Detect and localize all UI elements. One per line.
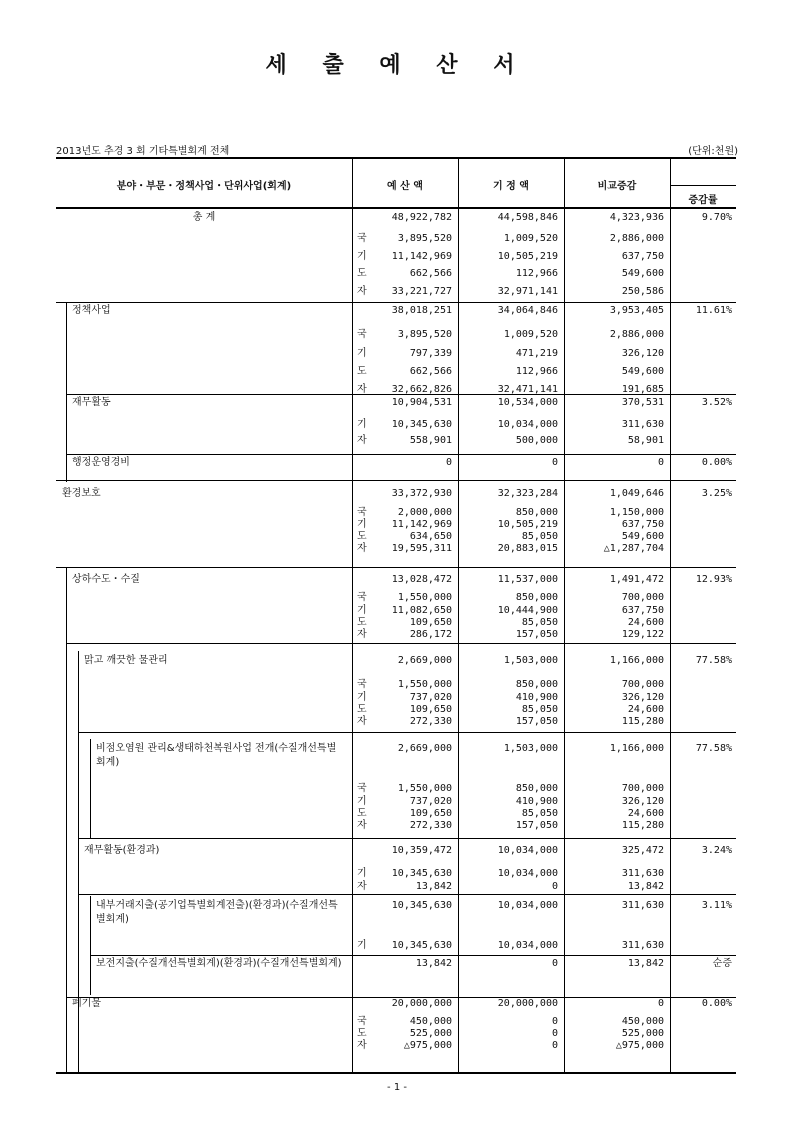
budget-amount: 2,669,000: [397, 743, 452, 754]
funding-source-label: 도: [357, 1028, 367, 1039]
diff-amount: 115,280: [621, 820, 664, 831]
previous-amount: 1,503,000: [503, 743, 558, 754]
funding-source-label: 자: [357, 435, 367, 446]
row-category-name: 재무활동: [72, 397, 111, 408]
funding-source-label: 자: [357, 543, 367, 554]
previous-amount: 0: [551, 958, 558, 969]
previous-amount: 85,050: [521, 617, 558, 628]
header-diff: 비교증감: [597, 181, 637, 192]
rate-value: 0.00%: [701, 998, 732, 1009]
diff-amount: 637,750: [621, 605, 664, 616]
diff-amount: 311,630: [621, 419, 664, 430]
funding-source-label: 기: [357, 692, 367, 703]
previous-amount: 112,966: [515, 366, 558, 377]
diff-amount: 370,531: [621, 397, 664, 408]
diff-amount: 191,685: [621, 384, 664, 395]
budget-amount: 272,330: [409, 820, 452, 831]
funding-source-label: 도: [357, 531, 367, 542]
row-category-name: 행정운영경비: [72, 457, 130, 468]
budget-amount: 20,000,000: [391, 998, 452, 1009]
previous-amount: 157,050: [515, 629, 558, 640]
diff-amount: 700,000: [621, 592, 664, 603]
budget-amount: 109,650: [409, 617, 452, 628]
budget-amount: 10,345,630: [391, 868, 452, 879]
budget-amount: 2,669,000: [397, 655, 452, 666]
budget-amount: 13,842: [415, 881, 452, 892]
budget-amount: 737,020: [409, 796, 452, 807]
budget-amount: 48,922,782: [391, 212, 452, 223]
budget-amount: 19,595,311: [391, 543, 452, 554]
row-category-name: 보전지출(수질개선특별회계)(환경과)(수질개선특별회계): [96, 958, 342, 969]
rate-value: 77.58%: [695, 743, 732, 754]
row-divider: [78, 894, 736, 895]
previous-amount: 32,471,141: [497, 384, 558, 395]
budget-amount: 797,339: [409, 348, 452, 359]
header-rate-divider: [670, 185, 736, 186]
diff-amount: 250,586: [621, 286, 664, 297]
budget-amount: 450,000: [409, 1016, 452, 1027]
funding-source-label: 도: [357, 704, 367, 715]
row-category-name: 재무활동(환경과): [84, 845, 160, 856]
row-divider: [78, 838, 736, 839]
diff-amount: 4,323,936: [609, 212, 664, 223]
funding-source-label: 기: [357, 519, 367, 530]
budget-amount: 38,018,251: [391, 305, 452, 316]
budget-amount: 558,901: [409, 435, 452, 446]
diff-amount: 13,842: [627, 881, 664, 892]
previous-amount: 850,000: [515, 783, 558, 794]
col-divider: [670, 159, 671, 1072]
budget-amount: 10,359,472: [391, 845, 452, 856]
unit-label: (단위:천원): [688, 146, 738, 157]
previous-amount: 0: [551, 457, 558, 468]
rate-value: 3.11%: [701, 900, 732, 911]
header-category: 분야・부문・정책사업・단위사업(회계): [116, 181, 292, 192]
tree-indent-line: [66, 302, 67, 482]
funding-source-label: 국: [357, 783, 367, 794]
funding-source-label: 자: [357, 820, 367, 831]
diff-amount: 700,000: [621, 679, 664, 690]
funding-source-label: 기: [357, 796, 367, 807]
diff-amount: 58,901: [627, 435, 664, 446]
diff-amount: 1,491,472: [609, 574, 664, 585]
rate-value: 9.70%: [701, 212, 732, 223]
page-title: 세 출 예 산 서: [265, 53, 529, 78]
diff-amount: 1,049,646: [609, 488, 664, 499]
funding-source-label: 국: [357, 592, 367, 603]
previous-amount: 10,444,900: [497, 605, 558, 616]
previous-amount: 850,000: [515, 507, 558, 518]
diff-amount: 326,120: [621, 796, 664, 807]
funding-source-label: 국: [357, 507, 367, 518]
row-category-name: 환경보호: [62, 488, 101, 499]
diff-amount: 525,000: [621, 1028, 664, 1039]
row-divider: [56, 567, 736, 568]
previous-amount: 0: [551, 1028, 558, 1039]
previous-amount: 850,000: [515, 679, 558, 690]
funding-source-label: 기: [357, 868, 367, 879]
row-category-name: 내부거래지출(공기업특별회계전출)(환경과)(수질개선특별회계): [96, 900, 338, 925]
budget-amount: 10,345,630: [391, 940, 452, 951]
budget-amount: △975,000: [403, 1040, 452, 1051]
previous-amount: 10,505,219: [497, 519, 558, 530]
funding-source-label: 자: [357, 881, 367, 892]
previous-amount: 1,503,000: [503, 655, 558, 666]
funding-source-label: 도: [357, 808, 367, 819]
previous-amount: 1,009,520: [503, 233, 558, 244]
previous-amount: 850,000: [515, 592, 558, 603]
diff-amount: 129,122: [621, 629, 664, 640]
budget-amount: 634,650: [409, 531, 452, 542]
page-number: - 1 -: [387, 1082, 407, 1093]
row-divider: [56, 302, 736, 303]
previous-amount: 410,900: [515, 796, 558, 807]
funding-source-label: 국: [357, 679, 367, 690]
diff-amount: 450,000: [621, 1016, 664, 1027]
budget-amount: 33,372,930: [391, 488, 452, 499]
budget-amount: 10,345,630: [391, 419, 452, 430]
diff-amount: 13,842: [627, 958, 664, 969]
funding-source-label: 국: [357, 329, 367, 340]
funding-source-label: 기: [357, 940, 367, 951]
diff-amount: 311,630: [621, 940, 664, 951]
row-category-name: 비점오염원 관리&생태하천복원사업 전개(수질개선특별회계): [96, 743, 337, 768]
rate-value: 11.61%: [695, 305, 732, 316]
row-category-name: 상하수도・수질: [72, 574, 140, 585]
budget-amount: 272,330: [409, 716, 452, 727]
diff-amount: 2,886,000: [609, 329, 664, 340]
budget-amount: 10,904,531: [391, 397, 452, 408]
previous-amount: 471,219: [515, 348, 558, 359]
diff-amount: 549,600: [621, 531, 664, 542]
budget-amount: 1,550,000: [397, 592, 452, 603]
previous-amount: 85,050: [521, 704, 558, 715]
previous-amount: 85,050: [521, 808, 558, 819]
budget-amount: 11,142,969: [391, 251, 452, 262]
header-previous: 기 정 액: [493, 181, 529, 192]
previous-amount: 20,000,000: [497, 998, 558, 1009]
previous-amount: 157,050: [515, 716, 558, 727]
row-divider: [66, 394, 736, 395]
previous-amount: 0: [551, 1040, 558, 1051]
diff-amount: 1,166,000: [609, 655, 664, 666]
diff-amount: △975,000: [615, 1040, 664, 1051]
document-subtitle: 2013년도 추경 3 회 기타특별회계 전체: [56, 146, 230, 157]
funding-source-label: 기: [357, 605, 367, 616]
rate-value: 3.24%: [701, 845, 732, 856]
diff-amount: 700,000: [621, 783, 664, 794]
funding-source-label: 기: [357, 251, 367, 262]
budget-amount: 0: [445, 457, 452, 468]
budget-amount: 737,020: [409, 692, 452, 703]
budget-amount: 109,650: [409, 704, 452, 715]
diff-amount: 549,600: [621, 366, 664, 377]
previous-amount: 32,971,141: [497, 286, 558, 297]
rate-value: 77.58%: [695, 655, 732, 666]
funding-source-label: 국: [357, 1016, 367, 1027]
budget-amount: 11,082,650: [391, 605, 452, 616]
funding-source-label: 도: [357, 617, 367, 628]
budget-amount: 32,662,826: [391, 384, 452, 395]
tree-indent-line: [90, 896, 91, 995]
budget-amount: 3,895,520: [397, 329, 452, 340]
previous-amount: 0: [551, 1016, 558, 1027]
row-divider: [66, 643, 736, 644]
previous-amount: 1,009,520: [503, 329, 558, 340]
diff-amount: 637,750: [621, 519, 664, 530]
funding-source-label: 자: [357, 629, 367, 640]
rate-value: 순증: [712, 958, 732, 969]
rate-value: 0.00%: [701, 457, 732, 468]
budget-amount: 33,221,727: [391, 286, 452, 297]
previous-amount: 10,034,000: [497, 868, 558, 879]
diff-amount: 311,630: [621, 900, 664, 911]
funding-source-label: 도: [357, 366, 367, 377]
diff-amount: 326,120: [621, 348, 664, 359]
funding-source-label: 기: [357, 419, 367, 430]
previous-amount: 10,034,000: [497, 900, 558, 911]
row-divider: [66, 454, 736, 455]
previous-amount: 20,883,015: [497, 543, 558, 554]
budget-amount: 109,650: [409, 808, 452, 819]
header-budget: 예 산 액: [387, 181, 423, 192]
budget-amount: 3,895,520: [397, 233, 452, 244]
diff-amount: 1,150,000: [609, 507, 664, 518]
diff-amount: 325,472: [621, 845, 664, 856]
budget-amount: 13,028,472: [391, 574, 452, 585]
funding-source-label: 자: [357, 716, 367, 727]
previous-amount: 85,050: [521, 531, 558, 542]
previous-amount: 32,323,284: [497, 488, 558, 499]
budget-amount: 13,842: [415, 958, 452, 969]
diff-amount: 0: [657, 998, 664, 1009]
previous-amount: 10,505,219: [497, 251, 558, 262]
diff-amount: 549,600: [621, 268, 664, 279]
row-category-name: 총 계: [192, 212, 216, 223]
funding-source-label: 자: [357, 286, 367, 297]
header-rate: 증감률: [688, 195, 718, 206]
previous-amount: 10,534,000: [497, 397, 558, 408]
tree-indent-line: [90, 739, 91, 839]
budget-amount: 286,172: [409, 629, 452, 640]
row-category-name: 폐기물: [72, 998, 101, 1009]
funding-source-label: 국: [357, 233, 367, 244]
rate-value: 12.93%: [695, 574, 732, 585]
table-header: [56, 159, 736, 209]
diff-amount: △1,287,704: [603, 543, 664, 554]
row-category-name: 맑고 깨끗한 물관리: [84, 655, 168, 666]
previous-amount: 10,034,000: [497, 940, 558, 951]
tree-indent-line: [78, 651, 79, 1072]
previous-amount: 10,034,000: [497, 845, 558, 856]
budget-amount: 662,566: [409, 366, 452, 377]
row-divider: [56, 480, 736, 481]
diff-amount: 24,600: [627, 704, 664, 715]
budget-amount: 11,142,969: [391, 519, 452, 530]
diff-amount: 326,120: [621, 692, 664, 703]
diff-amount: 24,600: [627, 808, 664, 819]
previous-amount: 34,064,846: [497, 305, 558, 316]
previous-amount: 10,034,000: [497, 419, 558, 430]
diff-amount: 3,953,405: [609, 305, 664, 316]
previous-amount: 157,050: [515, 820, 558, 831]
budget-amount: 525,000: [409, 1028, 452, 1039]
previous-amount: 112,966: [515, 268, 558, 279]
budget-amount: 1,550,000: [397, 679, 452, 690]
funding-source-label: 기: [357, 348, 367, 359]
rate-value: 3.25%: [701, 488, 732, 499]
budget-amount: 662,566: [409, 268, 452, 279]
row-category-name: 정책사업: [72, 305, 111, 316]
previous-amount: 11,537,000: [497, 574, 558, 585]
diff-amount: 0: [657, 457, 664, 468]
previous-amount: 44,598,846: [497, 212, 558, 223]
diff-amount: 2,886,000: [609, 233, 664, 244]
previous-amount: 410,900: [515, 692, 558, 703]
funding-source-label: 자: [357, 384, 367, 395]
diff-amount: 637,750: [621, 251, 664, 262]
diff-amount: 311,630: [621, 868, 664, 879]
row-divider: [78, 732, 736, 733]
budget-amount: 10,345,630: [391, 900, 452, 911]
previous-amount: 0: [551, 881, 558, 892]
previous-amount: 500,000: [515, 435, 558, 446]
diff-amount: 1,166,000: [609, 743, 664, 754]
row-divider: [90, 955, 736, 956]
rate-value: 3.52%: [701, 397, 732, 408]
funding-source-label: 자: [357, 1040, 367, 1051]
diff-amount: 24,600: [627, 617, 664, 628]
budget-table: [56, 157, 736, 1074]
funding-source-label: 도: [357, 268, 367, 279]
budget-amount: 1,550,000: [397, 783, 452, 794]
budget-amount: 2,000,000: [397, 507, 452, 518]
diff-amount: 115,280: [621, 716, 664, 727]
tree-indent-line: [66, 567, 67, 1072]
